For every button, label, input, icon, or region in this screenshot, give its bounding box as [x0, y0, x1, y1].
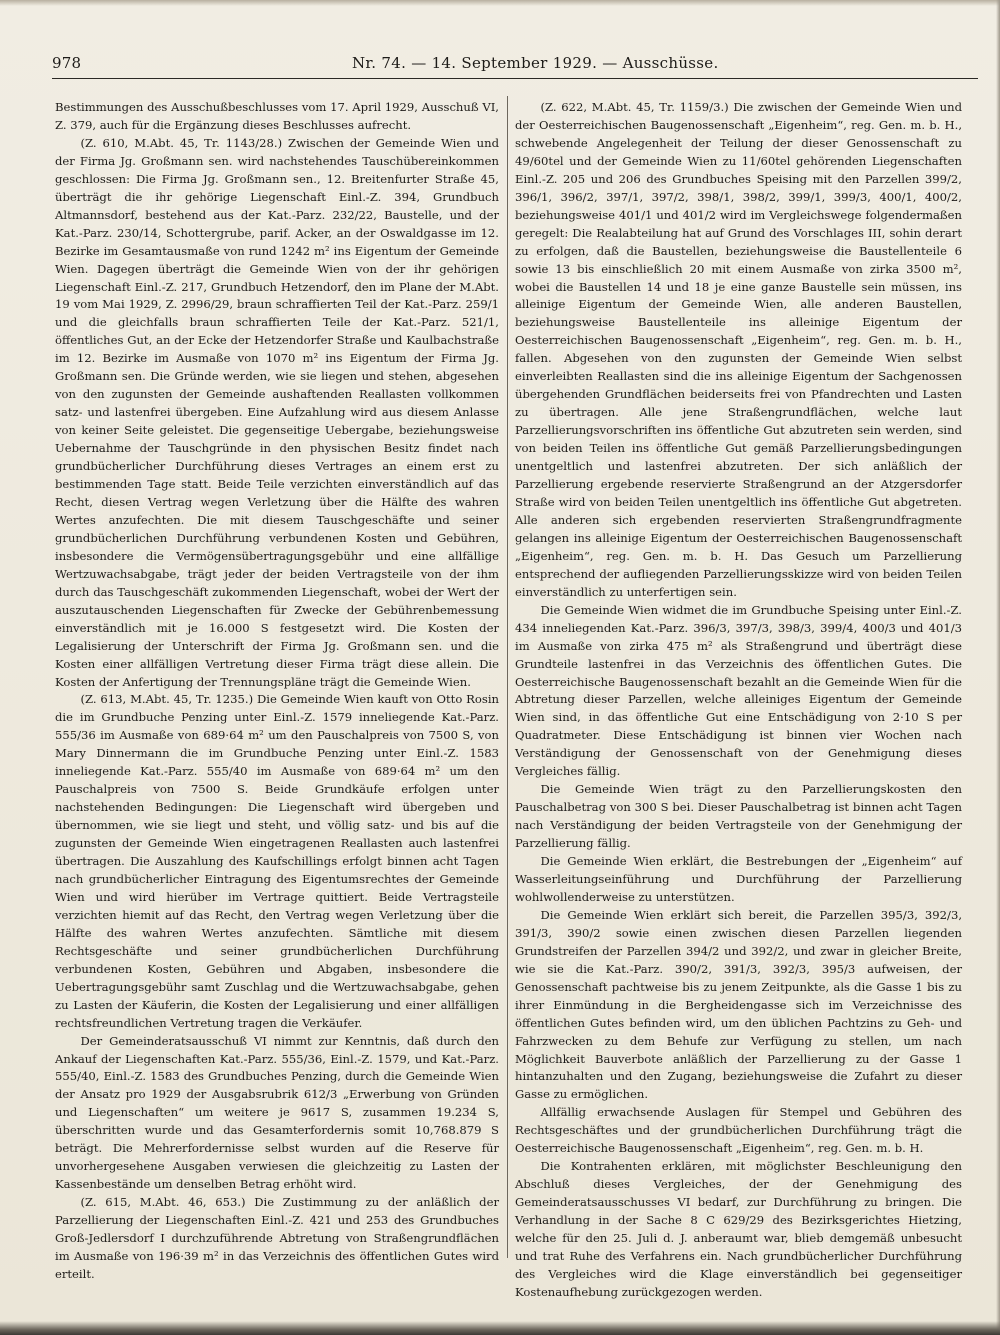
paragraph: Die Kontrahenten erklären, mit möglichster Beschleunigung den Abschluß dieses Vergleiches, der der Genehmigung des Gemeinderatsausschusses VI bedarf, zur Durchführung zu bringen. Die Verhandlung in der Sache 8 C 629/29 des Bezirksgerichtes Hietzing, welche für den 25. Juli d. J. anberaumt war, blieb demgemäß unbesucht und trat Ruhe des Verfahrens ein. Nach grundbücherlicher Durchführung des Vergleiches wird die Klage einverständlich bei gegenseitiger Kostenaufhebung zurückgezogen werden.	[515, 1159, 962, 1299]
paragraph: Allfällig erwachsende Auslagen für Stempel und Gebühren des Rechtsgeschäftes und der grundbücherlichen Durchführung trägt die Oesterreichische Baugenossenschaft „Eigenheim“, reg. Gen. m. b. H.	[515, 1105, 962, 1156]
page-number: 978	[52, 54, 82, 72]
paragraph: (Z. 622, M.Abt. 45, Tr. 1159/3.) Die zwischen der Gemeinde Wien und der Oesterreichischen Baugenossenschaft „Eigenheim“, reg. Gen. m. b. H., schwebende Angelegenheit der Teilung der dieser Genossenschaft zu 49/60tel und der Gemeinde Wien zu 11/60tel gehörenden Liegenschaften Einl.-Z. 205 und 206 des Grundbuches Speising mit den Parzellen 399/2, 396/1, 396/2, 397/1, 397/2, 398/1, 398/2, 399/1, 399/3, 400/1, 400/2, beziehungsweise 401/1 und 401/2 wird im Vergleichswege folgendermaßen geregelt: Die Realabteilung hat auf Grund des Vorschlages III, sohin derart zu erfolgen, daß die Baustellen, beziehungsweise die Baustellenteile 6 sowie 13 bis einschließlich 20 mit einem Ausmaße von zirka 3500 m², wobei die Baustellen 14 und 18 je eine ganze Baustelle sein müssen, ins alleinige Eigentum der Gemeinde Wien, alle anderen Baustellen, beziehungsweise Baustellenteile ins alleinige Eigentum der Oesterreichischen Baugenossenschaft „Eigenheim“, reg. Gen. m. b. H., fallen. Abgesehen von den zugunsten der Gemeinde Wien selbst einverleibten Reallasten sind die ins alleinige Eigentum der Sachgenossen übergehenden Grundflächen beiderseits frei von Pfandrechten und Lasten zu übertragen. Alle jene Straßengrundflächen, welche laut Parzellierungsvorschriften ins öffentliche Gut abzutreten sein werden, sind von beiden Teilen ins öffentliche Gut gemäß Parzellierungsbedingungen unentgeltlich und lastenfrei abzutreten. Der sich anläßlich der Parzellierung ergebende reservierte Straßengrund an der Atzgersdorfer Straße wird von beiden Teilen unentgeltlich ins öffentliche Gut abgetreten. Alle anderen sich ergebenden reservierten Straßengrundfragmente gelangen ins alleinige Eigentum der Oesterreichischen Baugenossenschaft „Eigenheim“, reg. Gen. m. b. H. Das Gesuch um Parzellierung entsprechend der aufliegenden Parzellierungsskizze wird von beiden Teilen einverständlich zu unterfertigen sein.	[515, 100, 962, 599]
header-rule	[52, 78, 978, 79]
paragraph: Die Gemeinde Wien trägt zu den Parzellierungskosten den Pauschalbetrag von 300 S bei. Dieser Pauschalbetrag ist binnen acht Tagen nach Verständigung der beiden Vertragsteile von der Genehmigung der Parzellierung fällig.	[515, 782, 962, 851]
scan-edge-right	[996, 0, 1000, 1335]
left-column	[55, 99, 499, 1279]
right-column	[515, 99, 962, 1299]
scan-edge-bottom	[0, 1321, 1000, 1335]
column-divider	[507, 96, 508, 1258]
paragraph: Bestimmungen des Ausschußbeschlusses vom 17. April 1929, Ausschuß VI, Z. 379, auch für die Ergänzung dieses Beschlusses aufrecht.	[55, 100, 499, 132]
paragraph: Die Gemeinde Wien widmet die im Grundbuche Speising unter Einl.-Z. 434 inneliegenden Kat.-Parz. 396/3, 397/3, 398/3, 399/4, 400/3 und 401/3 im Ausmaße von zirka 475 m² als Straßengrund und überträgt diese Grundteile lastenfrei in das Verzeichnis des öffentlichen Gutes. Die Oesterreichische Baugenossenschaft bezahlt an die Gemeinde Wien für die Abtretung dieser Parzellen, welche alleiniges Eigentum der Gemeinde Wien sind, in das öffentliche Gut eine Entschädigung von 2·10 S per Quadratmeter. Diese Entschädigung ist binnen vier Wochen nach Verständigung der Genossenschaft von der Genehmigung dieses Vergleiches fällig.	[515, 602, 962, 779]
running-head: Nr. 74. — 14. September 1929. — Ausschüsse.	[352, 54, 719, 72]
paragraph: (Z. 615, M.Abt. 46, 653.) Die Zustimmung zu der anläßlich der Parzellierung der Liegenschaften Einl.-Z. 421 und 253 des Grundbuches Groß-Jedlersdorf I durchzuführende Abtretung von Straßengrundflächen im Ausmaße von 196·39 m² in das Verzeichnis des öffentlichen Gutes wird erteilt.	[55, 1195, 499, 1281]
paragraph: (Z. 613, M.Abt. 45, Tr. 1235.) Die Gemeinde Wien kauft von Otto Rosin die im Grundbuche Penzing unter Einl.-Z. 1579 inneliegende Kat.-Parz. 555/36 im Ausmaße von 689·64 m² um den Pauschalpreis von 7500 S, von Mary Dinnermann die im Grundbuche Penzing unter Einl.-Z. 1583 inneliegende Kat.-Parz. 555/40 im Ausmaße von 689·64 m² um den Pauschalpreis von 7500 S. Beide Grundkäufe erfolgen unter nachstehenden Bedingungen: Die Liegenschaft wird übergeben und übernommen, wie sie liegt und steht, und völlig satz- und bis auf die zugunsten der Gemeinde Wien eingetragenen Reallasten auch lastenfrei übertragen. Die Auszahlung des Kaufschillings erfolgt binnen acht Tagen nach grundbücherlicher Eintragung des Eigentumsrechtes der Gemeinde Wien und wird hierüber im Vertrage quittiert. Beide Vertragsteile verzichten hiemit auf das Recht, den Vertrag wegen Verletzung über die Hälfte des wahren Wertes anzufechten. Sämtliche mit diesem Rechtsgeschäfte und seiner grundbücherlichen Durchführung verbundenen Kosten, Gebühren und Abgaben, insbesondere die Uebertragungsgebühr samt Zuschlag und die Wertzuwachsabgabe, gehen zu Lasten der Käuferin, die Kosten der Legalisierung und einer allfälligen rechtsfreundlichen Vertretung tragen die Verkäufer.	[55, 692, 499, 1030]
paragraph: Der Gemeinderatsausschuß VI nimmt zur Kenntnis, daß durch den Ankauf der Liegenschaften Kat.-Parz. 555/36, Einl.-Z. 1579, und Kat.-Parz. 555/40, Einl.-Z. 1583 des Grundbuches Penzing, durch die Gemeinde Wien der Ansatz pro 1929 der Ausgabsrubrik 612/3 „Erwerbung von Gründen und Liegenschaften“ um weitere je 9617 S, zusammen 19.234 S, überschritten wurde und das Gesamterfordernis somit 10,768.879 S beträgt. Die Mehrerfordernisse selbst wurden auf die Reserve für unvorhergesehene Ausgaben verwiesen die gleichzeitig zu Lasten der Kassenbestände um denselben Betrag erhöht wird.	[55, 1033, 499, 1192]
scan-edge-top	[0, 0, 1000, 6]
paragraph: Die Gemeinde Wien erklärt sich bereit, die Parzellen 395/3, 392/3, 391/3, 390/2 sowie einen zwischen diesen Parzellen liegenden Grundstreifen der Parzellen 394/2 und 392/2, und zwar in gleicher Breite, wie sie die Kat.-Parz. 390/2, 391/3, 392/3, 395/3 aufweisen, der Genossenschaft pachtweise bis zu jenem Zeitpunkte, als die Gasse 1 bis zu ihrer Einmündung in die Bergheidengasse sich im Verzeichnisse des öffentlichen Gutes befinden wird, um den üblichen Pachtzins zu Geh- und Fahrzwecken zu dem Behufe zur Verfügung zu stellen, um nach Möglichkeit Bauverbote anläßlich der Parzellierung zu der Gasse 1 hintanzuhalten und den Zugang, beziehungsweise die Zufahrt zu dieser Gasse zu ermöglichen.	[515, 907, 962, 1102]
paragraph: Die Gemeinde Wien erklärt, die Bestrebungen der „Eigenheim“ auf Wasserleitungseinführung und Durchführung der Parzellierung wohlwollenderweise zu unterstützen.	[515, 854, 962, 904]
page-header	[52, 52, 978, 80]
paragraph: (Z. 610, M.Abt. 45, Tr. 1143/28.) Zwischen der Gemeinde Wien und der Firma Jg. Großmann sen. wird nachstehendes Tauschübereinkommen geschlossen: Die Firma Jg. Großmann sen., 12. Breitenfurter Straße 45, überträgt die ihr gehörige Liegenschaft Einl.-Z. 394, Grundbuch Altmannsdorf, bestehend aus der Kat.-Parz. 232/22, Baustelle, und der Kat.-Parz. 230/14, Schottergrube, parif. Acker, an der Oswaldgasse im 12. Bezirke im Gesamtausmaße von rund 1242 m² ins Eigentum der Gemeinde Wien. Dagegen überträgt die Gemeinde Wien von der ihr gehörigen Liegenschaft Einl.-Z. 217, Grundbuch Hetzendorf, den im Plane der M.Abt. 19 vom Mai 1929, Z. 2996/29, braun schraffierten Teil der Kat.-Parz. 259/1 und die gleichfalls braun schraffierten Teile der Kat.-Parz. 521/1, öffentliches Gut, an der Ecke der Hetzendorfer Straße und Kaulbachstraße im 12. Bezirke im Ausmaße von 1070 m² ins Eigentum der Firma Jg. Großmann sen. Die Gründe werden, wie sie liegen und stehen, abgesehen von den zugunsten der Gemeinde aushaftenden Reallasten vollkommen satz- und lastenfrei übergeben. Eine Aufzahlung wird aus diesem Anlasse von keiner Seite geleistet. Die gegenseitige Uebergabe, beziehungsweise Uebernahme der Tauschgründe in den physischen Besitz findet nach grundbücherlicher Durchführung dieses Vertrages an einem erst zu bestimmenden Tage statt. Beide Teile verzichten einverständlich auf das Recht, diesen Vertrag wegen Verletzung über die Hälfte des wahren Wertes anzufechten. Die mit diesem Tauschgeschäfte und seiner grundbücherlichen Durchführung verbundenen Kosten und Gebühren, insbesondere die Vermögensübertragungsgebühr und eine allfällige Wertzuwachsabgabe, trägt jeder der beiden Vertragsteile von der ihm durch das Tauschgeschäft zukommenden Liegenschaft, wobei der Wert der auszutauschenden Liegenschaften für Zwecke der Gebührenbemessung einverständlich mit je 16.000 S festgesetzt wird. Die Kosten der Legalisierung der Unterschrift der Firma Jg. Großmann sen. und die Kosten einer allfälligen Vertretung dieser Firma trägt diese allein. Die Kosten der Anfertigung der Trennungspläne trägt die Gemeinde Wien.	[55, 135, 499, 689]
